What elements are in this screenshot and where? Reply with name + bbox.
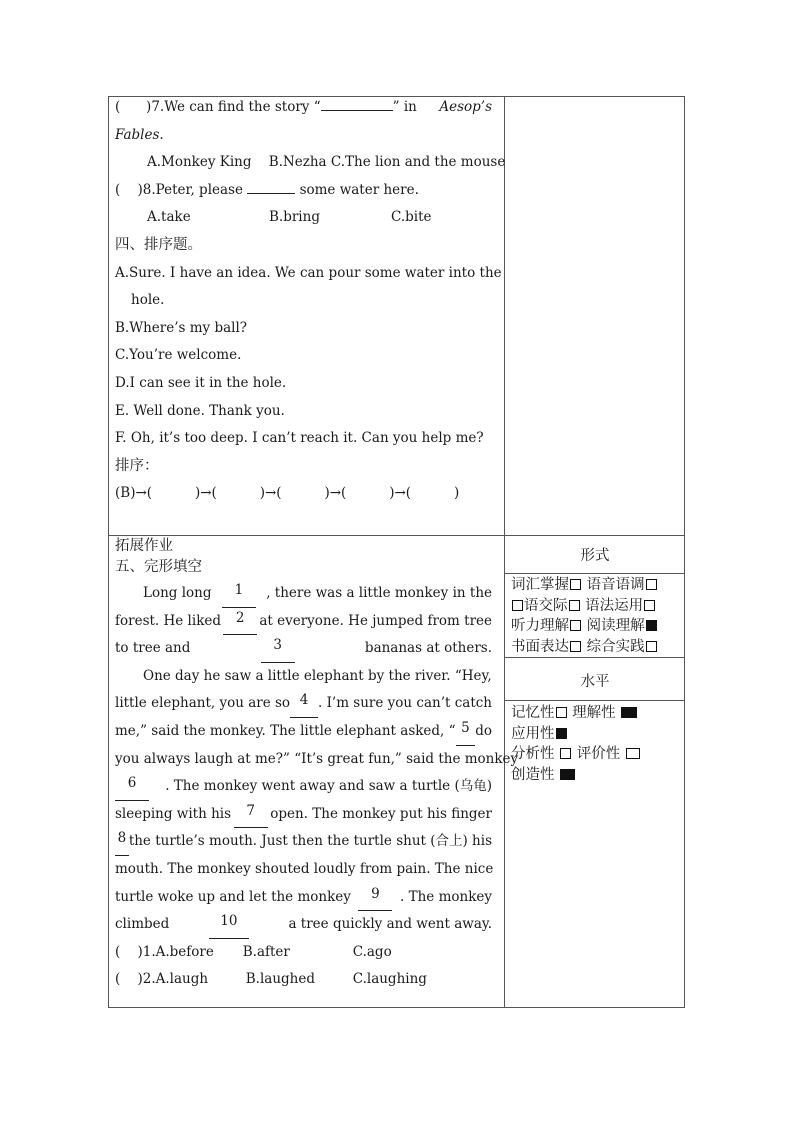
checkbox-icon: [560, 748, 571, 759]
passage-line: [115, 718, 492, 746]
order-label: 排序：: [115, 457, 159, 474]
passage-text: me,” said the monkey. The little elephant asked, “: [115, 722, 456, 739]
cloze-2-option-a[interactable]: 2.A.laugh: [142, 971, 209, 988]
level-understanding[interactable]: 理解性: [572, 705, 638, 721]
cloze-1-option-a[interactable]: 1.A.before: [142, 943, 214, 960]
form-row-1: [511, 575, 658, 596]
passage-text: One day he saw a little elephant by the river. “Hey,: [143, 667, 492, 684]
level-heading-bottom-divider: [504, 700, 685, 701]
passage-line: [115, 690, 492, 718]
checkbox-icon: [569, 600, 580, 611]
cloze-blank[interactable]: 2: [223, 608, 257, 636]
level-heading-top-divider: [504, 657, 685, 658]
cloze-1-option-c[interactable]: C.ago: [352, 943, 392, 960]
checked-box-icon: [621, 707, 637, 718]
passage-text: you always laugh at me?” “It’s great fun,” said the monkey: [115, 750, 519, 767]
passage-text: do: [475, 722, 492, 739]
cloze-passage: [115, 580, 519, 939]
cloze-blank[interactable]: 6: [115, 773, 149, 801]
level-application[interactable]: 应用性: [511, 726, 568, 742]
passage-text: , there was a little monkey in the: [266, 585, 492, 601]
passage-text: . The monkey: [400, 888, 492, 905]
form-heading-divider: [504, 573, 685, 574]
passage-text: little elephant, you are so: [115, 695, 291, 712]
form-reading[interactable]: 阅读理解: [587, 618, 658, 634]
q8-option-c[interactable]: C.bite: [391, 209, 432, 226]
cloze-1-option-b[interactable]: B.after: [242, 943, 290, 960]
table-border-left: [108, 96, 109, 1008]
q7-option-c[interactable]: C.The lion and the mouse: [330, 154, 506, 171]
form-vocabulary[interactable]: 词汇掌握: [511, 577, 582, 593]
cloze-blank[interactable]: 5: [456, 718, 476, 746]
checkbox-icon: [646, 641, 657, 652]
form-row-2: [511, 596, 658, 617]
passage-text: turtle woke up and let the monkey: [115, 888, 351, 905]
checked-box-icon: [560, 769, 575, 780]
sentence-e: E. Well done. Thank you.: [115, 402, 285, 419]
sentence-b: B.Where’s my ball?: [115, 319, 248, 336]
table-border-bottom: [108, 1007, 685, 1008]
cloze-blank[interactable]: 9: [358, 884, 392, 912]
form-communication[interactable]: 语交际: [511, 598, 581, 614]
checkbox-icon: [570, 641, 581, 652]
level-row-2: [511, 724, 641, 745]
q7-blank[interactable]: [321, 110, 393, 111]
question-8-options: [115, 204, 497, 232]
q8-option-b[interactable]: B.bring: [269, 209, 320, 226]
cloze-blank[interactable]: 10: [209, 911, 249, 939]
question-7: ( )7.We can find the story “ ” in Aesop’s: [115, 99, 492, 115]
question-7-options: [115, 149, 506, 177]
form-heading: 形式: [580, 548, 610, 564]
checked-box-icon: [556, 728, 567, 739]
checkbox-icon: [646, 579, 657, 590]
checkbox-icon: [644, 600, 655, 611]
passage-text: at everyone. He jumped from tree: [259, 612, 492, 629]
q8-option-a[interactable]: A.take: [147, 209, 191, 226]
sentence-f: F. Oh, it’s too deep. I can’t reach it. Can you help me?: [115, 430, 484, 447]
cloze-blank[interactable]: 3: [261, 635, 295, 663]
sentence-c: C.You’re welcome.: [115, 347, 242, 364]
passage-line: [115, 746, 519, 774]
level-evaluation[interactable]: 评价性: [577, 746, 641, 762]
form-listening[interactable]: 听力理解: [511, 618, 582, 634]
checkbox-icon: [556, 707, 567, 718]
passage-text: a tree quickly and went away.: [288, 916, 492, 933]
question-7-cont: Fables.: [115, 126, 164, 143]
form-practice[interactable]: 综合实践: [587, 639, 658, 655]
sentence-a-cont: hole.: [131, 292, 165, 309]
cloze-question-1: ( )1.A.before B.after C.ago: [115, 939, 497, 967]
passage-line: [115, 580, 492, 608]
cloze-blank[interactable]: 8: [115, 828, 129, 856]
form-row-4: [511, 637, 658, 658]
level-memory[interactable]: 记忆性: [511, 705, 568, 721]
passage-text: bananas at others.: [364, 640, 492, 657]
q8-blank[interactable]: [247, 193, 295, 194]
passage-text: climbed: [115, 916, 170, 933]
q7-option-b[interactable]: B.Nezha: [268, 154, 327, 171]
passage-text: mouth. The monkey shouted loudly from pain. The nice: [115, 860, 494, 877]
passage-text: sleeping with his: [115, 805, 232, 822]
cloze-2-option-c[interactable]: C.laughing: [352, 971, 427, 988]
passage-line: [115, 828, 492, 856]
level-heading: 水平: [580, 674, 610, 690]
sentence-d: D.I can see it in the hole.: [115, 374, 287, 391]
cloze-blank[interactable]: 1: [222, 580, 256, 608]
passage-line: [115, 911, 492, 939]
level-row-3: [511, 744, 641, 765]
passage-line: [115, 608, 492, 636]
passage-line: [115, 635, 492, 663]
form-grammar[interactable]: 语法运用: [585, 598, 656, 614]
checkbox-icon: [512, 600, 523, 611]
passage-text: to tree and: [115, 640, 191, 657]
section-4-title: 四、排序题。: [115, 236, 202, 253]
passage-line: [115, 801, 492, 829]
cloze-question-2: ( )2.A.laugh B.laughed C.laughing: [115, 966, 497, 994]
checked-box-icon: [646, 620, 657, 631]
passage-text: open. The monkey put his finger: [270, 805, 492, 822]
passage-line: [115, 773, 492, 801]
passage-text: Long long: [143, 585, 212, 601]
cloze-blank[interactable]: 4: [290, 690, 318, 718]
level-row-1: [511, 703, 641, 724]
form-phonetics[interactable]: 语音语调: [587, 577, 658, 593]
cloze-blank[interactable]: 7: [234, 801, 268, 829]
passage-text: the turtle’s mouth. Just then the turtle shut (合上) his: [128, 833, 492, 850]
level-options: [511, 703, 641, 785]
question-8: ( )8.Peter, please some water here.: [115, 181, 419, 198]
level-analysis[interactable]: 分析性: [511, 746, 572, 762]
passage-text: . The monkey went away and saw a turtle (乌龟): [165, 778, 492, 795]
passage-line: [115, 663, 492, 691]
checkbox-icon: [570, 620, 581, 631]
passage-text: forest. He liked: [115, 612, 222, 629]
sentence-a: A.Sure. I have an idea. We can pour some water into the: [115, 264, 502, 281]
form-writing[interactable]: 书面表达: [511, 639, 582, 655]
section-5-title: 五、完形填空: [115, 559, 202, 575]
passage-line: [115, 856, 492, 884]
order-line[interactable]: (B)→( )→( )→( )→( )→( ): [115, 485, 460, 502]
homework-title: 拓展作业: [115, 538, 173, 554]
checkbox-icon: [570, 579, 581, 590]
passage-line: [115, 884, 492, 912]
q7-option-a[interactable]: A.Monkey King: [147, 154, 252, 171]
passage-text: . I’m sure you can’t catch: [318, 695, 492, 712]
form-row-3: [511, 616, 658, 637]
lower-cloze: [115, 536, 519, 994]
level-creation[interactable]: 创造性: [511, 767, 576, 783]
checkbox-icon: [626, 748, 640, 759]
cloze-2-option-b[interactable]: B.laughed: [245, 971, 315, 988]
upper-questions: [115, 94, 506, 508]
form-options: [511, 575, 658, 657]
level-row-4: [511, 765, 641, 786]
